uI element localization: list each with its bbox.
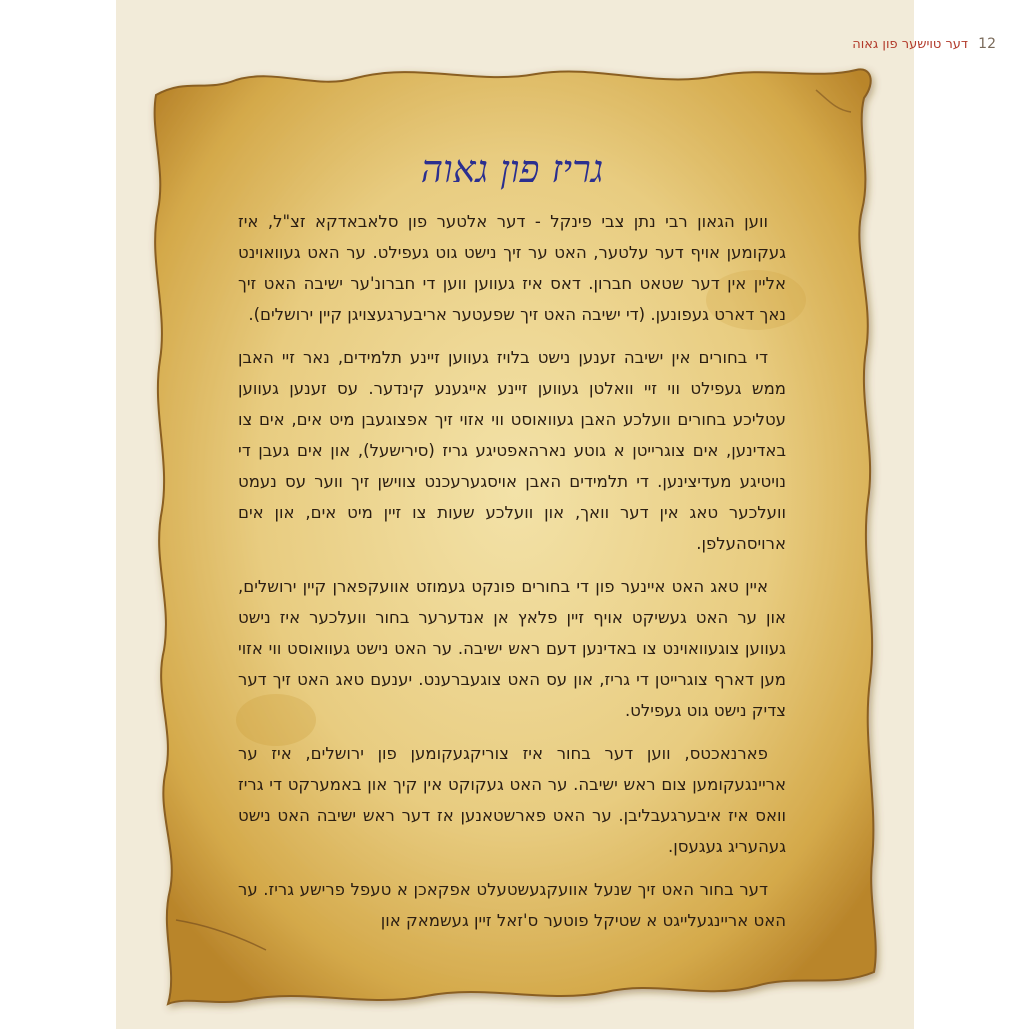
parchment-content	[238, 140, 786, 950]
story-title: גריז פון גאוה	[420, 147, 604, 191]
paragraph-2: די בחורים אין ישיבה זענען נישט בלויז געווען זיינע תלמידים, נאר זיי האבן ממש געפילט ווי זיי וואלטן געווען זיינע אייגענע קינדער. עס זענען געווען עטליכע בחורים וועלכע האבן געוואוסט ווי אזוי זיך אפצוגעבן מיט אים, אים צו באדינען, אים צוגרייטן א גוטע נארהאפטיגע גריז (סירישעל), און אים געבן די נויטיגע מעדיצינען. די תלמידים האבן אויסגערעכנט צווישן זיך ווער עס נעמט וועלכער טאג אין דער וואך, און וועלכע שעות צו זיין מיט אים, און אים ארויסהעלפן.	[238, 348, 786, 553]
paragraph-1: ווען הגאון רבי נתן צבי פינקל - דער אלטער פון סלאבאדקא זצ"ל, איז געקומען אויף דער עלטער, האט ער זיך נישט גוט געפילט. ער האט געוואוינט אליין אין דער שטאט חברון. דאס איז געווען ווען די חברונ'ער ישיבה האט זיך נאך דארט געפונען. (די ישיבה האט זיך שפעטער אריבערגעצויגן קיין ירושלים).	[238, 212, 786, 324]
book-page	[116, 0, 996, 1029]
page-number: 12	[978, 36, 996, 52]
paragraph-4: פארנאכטס, ווען דער בחור איז צוריקגעקומען פון ירושלים, איז ער אריינגעקומען צום ראש ישיבה. ער האט געקוקט אין קיך און באמערקט די גריז וואס איז איבערגעבליבן. ער האט פארשטאנען אז דער ראש ישיבה האט נישט געהעריג געגעסן.	[238, 744, 786, 856]
paragraph-5: דער בחור האט זיך שנעל אוועקגעשטעלט אפקאכן א טעפל פרישע גריז. ער האט אריינגעלייגט א שטיקל פוטער ס'זאל זיין געשמאק און	[238, 880, 786, 930]
running-title: דער טוישער פון גאוה	[852, 37, 969, 52]
paragraph-3: איין טאג האט איינער פון די בחורים פונקט געמוזט אוועקפארן קיין ירושלים, און ער האט געשיקט אויף זיין פלאץ אן אנדערער בחור וועלכער איז נישט געווען צוגעוואוינט צו באדינען דעם ראש ישיבה. ער האט נישט געוואוסט ווי אזוי מען דארף צוגרייטן די גריז, און עס האט צוגעברענט. יענעם טאג האט זיך דער צדיק נישט גוט געפילט.	[238, 577, 786, 720]
